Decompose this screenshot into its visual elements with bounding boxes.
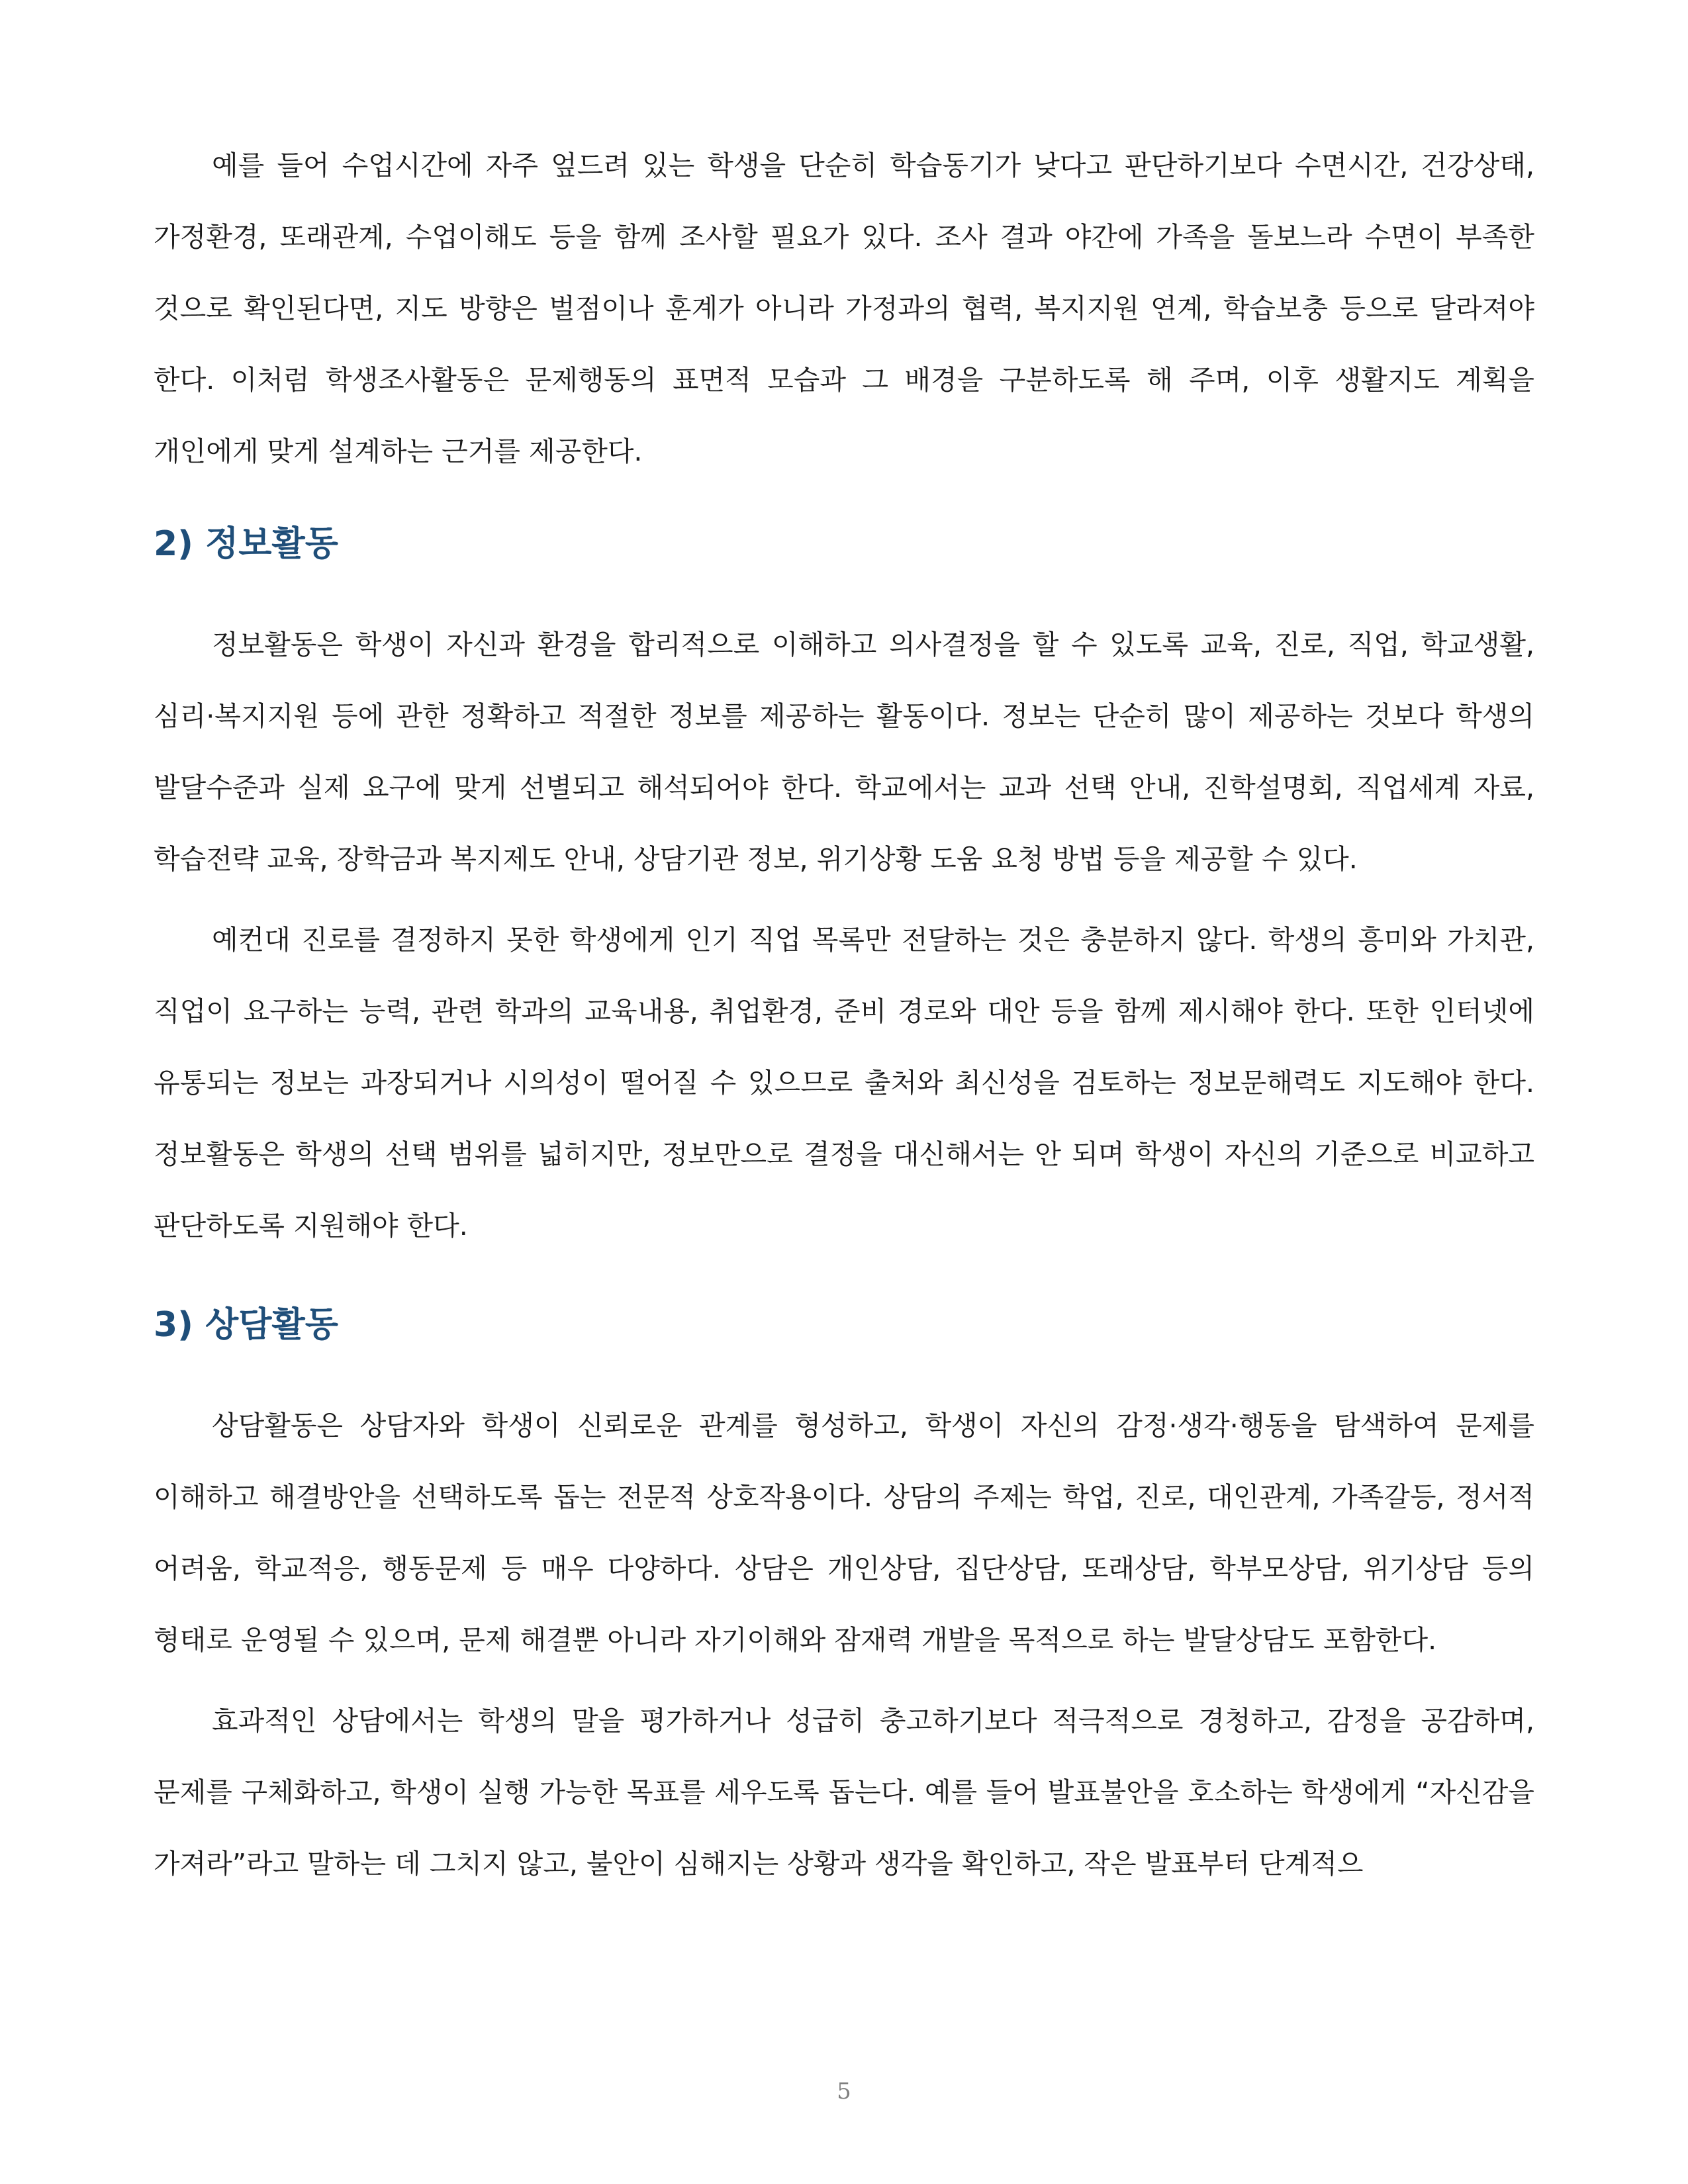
body-paragraph: 예를 들어 수업시간에 자주 엎드려 있는 학생을 단순히 학습동기가 낮다고 판단하기보다 수면시간, 건강상태, 가정환경, 또래관계, 수업이해도 등을 함께 조사할 필요가 있다. 조사 결과 야간에 가족을 돌보느라 수면이 부족한 것으로 확인된다면, 지도 방향은 벌점이나 훈계가 아니라 가정과의 협력, 복지지원 연계, 학습보충 등으로 달라져야 한다. 이처럼 학생조사활동은 문제행동의 표면적 모습과 그 배경을 구분하도록 해 주며, 이후 생활지도 계획을 개인에게 맞게 설계하는 근거를 제공한다.	[154, 150, 1534, 467]
body-paragraph: 효과적인 상담에서는 학생의 말을 평가하거나 성급히 충고하기보다 적극적으로 경청하고, 감정을 공감하며, 문제를 구체화하고, 학생이 실행 가능한 목표를 세우도록 돕는다. 예를 들어 발표불안을 호소하는 학생에게 “자신감을 가져라”라고 말하는 데 그치지 않고, 불안이 심해지는 상황과 생각을 확인하고, 작은 발표부터 단계적으	[154, 1705, 1534, 1880]
body-paragraph: 정보활동은 학생이 자신과 환경을 합리적으로 이해하고 의사결정을 할 수 있도록 교육, 진로, 직업, 학교생활, 심리·복지지원 등에 관한 정확하고 적절한 정보를 제공하는 활동이다. 정보는 단순히 많이 제공하는 것보다 학생의 발달수준과 실제 요구에 맞게 선별되고 해석되어야 한다. 학교에서는 교과 선택 안내, 진학설명회, 직업세계 자료, 학습전략 교육, 장학금과 복지제도 안내, 상담기관 정보, 위기상황 도움 요청 방법 등을 제공할 수 있다.	[154, 629, 1534, 875]
page-body	[154, 130, 1534, 1899]
page-number: 5	[837, 2078, 851, 2105]
body-paragraph: 상담활동은 상담자와 학생이 신뢰로운 관계를 형성하고, 학생이 자신의 감정·생각·행동을 탐색하여 문제를 이해하고 해결방안을 선택하도록 돕는 전문적 상호작용이다. 상담의 주제는 학업, 진로, 대인관계, 가족갈등, 정서적 어려움, 학교적응, 행동문제 등 매우 다양하다. 상담은 개인상담, 집단상담, 또래상담, 학부모상담, 위기상담 등의 형태로 운영될 수 있으며, 문제 해결뿐 아니라 자기이해와 잠재력 개발을 목적으로 하는 발달상담도 포함한다.	[154, 1410, 1534, 1656]
section-heading-counseling-activity: 3) 상담활동	[154, 1305, 338, 1345]
section-heading-information-activity: 2) 정보활동	[154, 524, 338, 564]
body-paragraph: 예컨대 진로를 결정하지 못한 학생에게 인기 직업 목록만 전달하는 것은 충분하지 않다. 학생의 흥미와 가치관, 직업이 요구하는 능력, 관련 학과의 교육내용, 취업환경, 준비 경로와 대안 등을 함께 제시해야 한다. 또한 인터넷에 유통되는 정보는 과장되거나 시의성이 떨어질 수 있으므로 출처와 최신성을 검토하는 정보문해력도 지도해야 한다. 정보활동은 학생의 선택 범위를 넓히지만, 정보만으로 결정을 대신해서는 안 되며 학생이 자신의 기준으로 비교하고 판단하도록 지원해야 한다.	[154, 924, 1534, 1242]
